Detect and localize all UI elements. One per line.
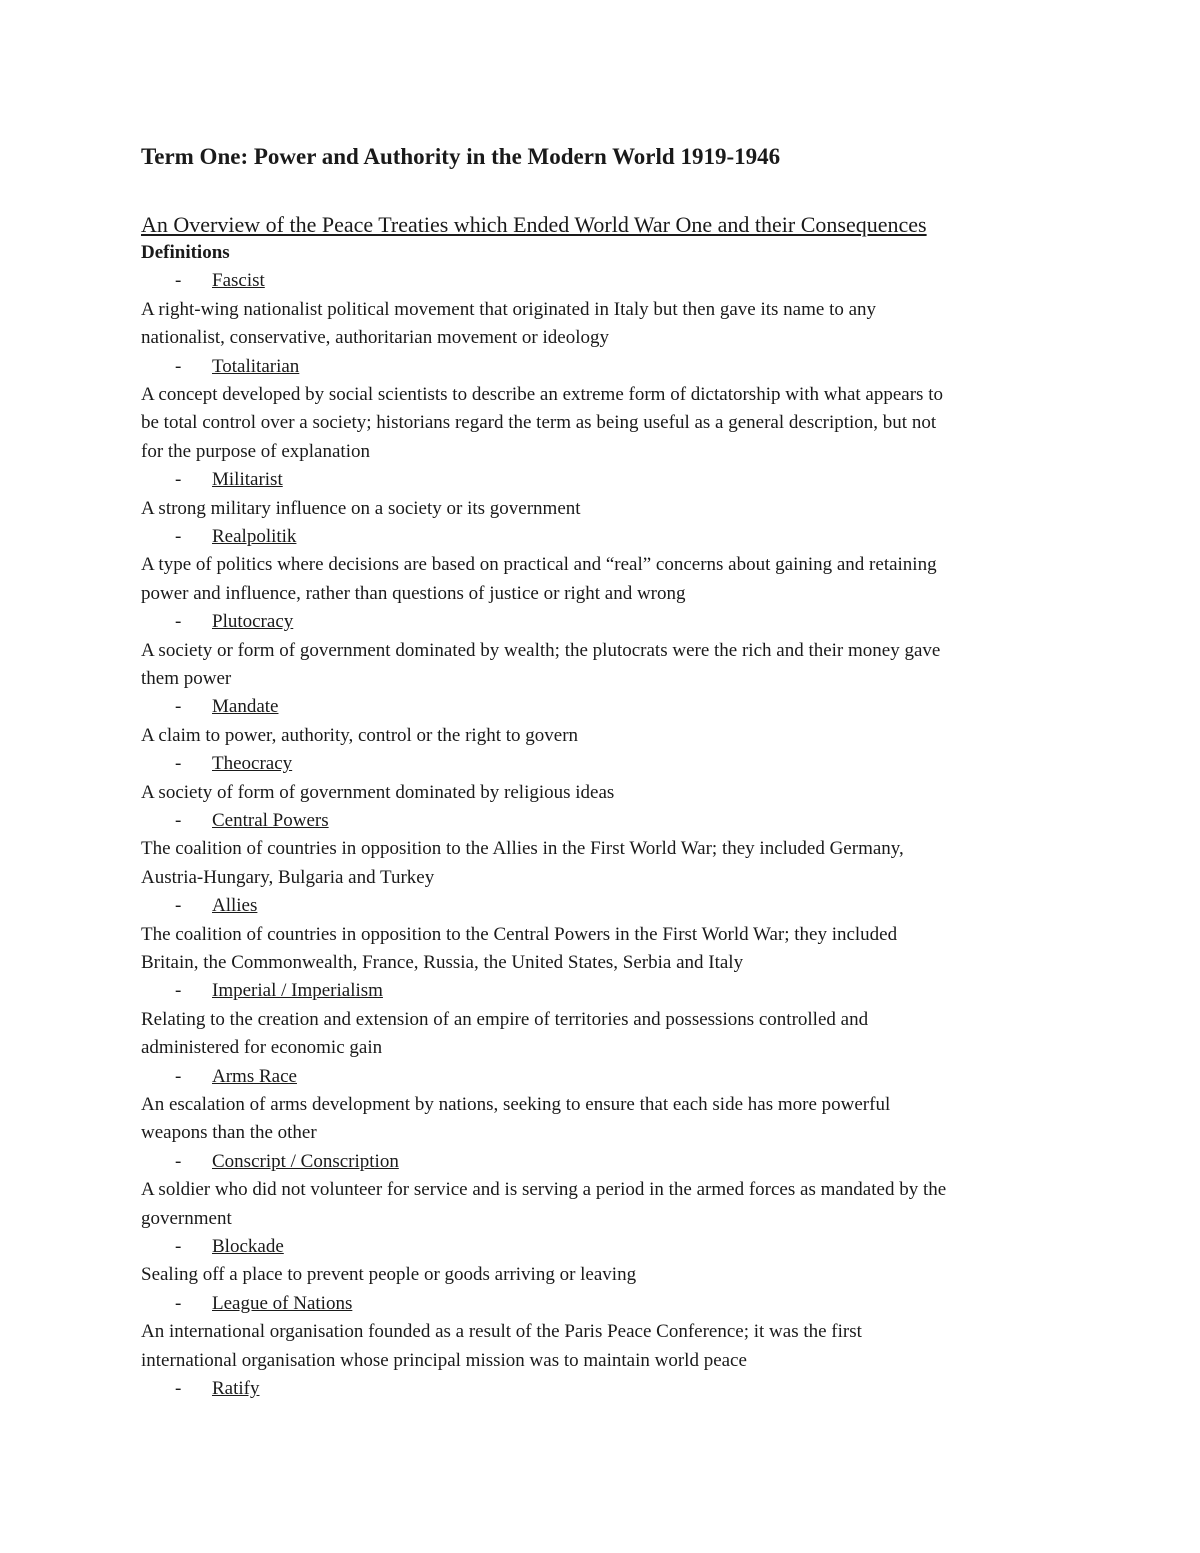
definition-term-row bbox=[141, 523, 1081, 551]
definition-term: Fascist bbox=[212, 270, 265, 292]
definition-term-row bbox=[141, 1148, 1081, 1176]
definition-term-row bbox=[141, 1063, 1081, 1091]
bullet-dash: - bbox=[175, 1236, 182, 1258]
definition-item bbox=[141, 523, 1081, 608]
definition-item bbox=[141, 807, 1081, 892]
definition-item bbox=[141, 693, 1081, 750]
definition-text-line: An international organisation founded as a result of the Paris Peace Conference; it was the first bbox=[141, 1321, 862, 1343]
definition-term-row bbox=[141, 353, 1081, 381]
definition-item bbox=[141, 353, 1081, 467]
definition-term: Mandate bbox=[212, 696, 279, 718]
definition-term-row bbox=[141, 1375, 1081, 1403]
definitions-list bbox=[141, 267, 1081, 1403]
definition-text-line: A society of form of government dominated by religious ideas bbox=[141, 781, 615, 803]
definition-text-line: The coalition of countries in opposition to the Allies in the First World War; they included Germany, bbox=[141, 838, 904, 860]
definition-text-line: nationalist, conservative, authoritarian movement or ideology bbox=[141, 327, 610, 349]
definition-text-line: Sealing off a place to prevent people or goods arriving or leaving bbox=[141, 1264, 637, 1286]
definition-item bbox=[141, 1233, 1081, 1290]
definition-item bbox=[141, 1148, 1081, 1233]
definition-text-line: them power bbox=[141, 668, 232, 690]
definition-text-line: The coalition of countries in opposition to the Central Powers in the First World War; they included bbox=[141, 923, 898, 945]
definition-item bbox=[141, 750, 1081, 807]
bullet-dash: - bbox=[175, 753, 182, 775]
bullet-dash: - bbox=[175, 810, 182, 832]
definition-term: Central Powers bbox=[212, 810, 329, 832]
definition-text-line: A concept developed by social scientists to describe an extreme form of dictatorship with what appears to bbox=[141, 384, 943, 405]
definition-term-row bbox=[141, 608, 1081, 636]
definition-text-line: A claim to power, authority, control or the right to govern bbox=[141, 724, 579, 746]
definition-text-line: A soldier who did not volunteer for service and is serving a period in the armed forces as mandated by the bbox=[141, 1179, 947, 1201]
definition-term-row bbox=[141, 693, 1081, 721]
definition-term-row bbox=[141, 1233, 1081, 1261]
definition-term-row bbox=[141, 466, 1081, 494]
definition-text-line: Britain, the Commonwealth, France, Russia, the United States, Serbia and Italy bbox=[141, 952, 744, 974]
definition-term: Conscript / Conscription bbox=[212, 1150, 399, 1172]
bullet-dash: - bbox=[175, 1150, 182, 1172]
definition-term: Imperial / Imperialism bbox=[212, 980, 383, 1002]
definition-item bbox=[141, 1063, 1081, 1148]
definition-text-line: international organisation whose principal mission was to maintain world peace bbox=[141, 1349, 747, 1371]
definition-term: Realpolitik bbox=[212, 526, 297, 548]
definition-term-row bbox=[141, 1290, 1081, 1318]
definition-term: Militarist bbox=[212, 469, 283, 491]
bullet-dash: - bbox=[175, 526, 182, 548]
definition-term-row bbox=[141, 977, 1081, 1005]
definition-text-line: A type of politics where decisions are based on practical and “real” concerns about gaining and retaining bbox=[141, 554, 937, 576]
definition-term: Plutocracy bbox=[212, 611, 294, 633]
definition-term-row bbox=[141, 807, 1081, 835]
page-title: Term One: Power and Authority in the Modern World 1919-1946 bbox=[141, 144, 781, 169]
definition-item bbox=[141, 466, 1081, 523]
definition-term-row bbox=[141, 892, 1081, 920]
definition-text-line: A society or form of government dominated by wealth; the plutocrats were the rich and their money gave bbox=[141, 639, 941, 661]
definition-term: Ratify bbox=[212, 1378, 260, 1400]
bullet-dash: - bbox=[175, 1065, 182, 1087]
bullet-dash: - bbox=[175, 469, 182, 491]
bullet-dash: - bbox=[175, 1378, 182, 1400]
definition-text-line: A strong military influence on a society or its government bbox=[141, 497, 581, 519]
definition-item bbox=[141, 1375, 1081, 1403]
definition-text-line: A right-wing nationalist political movement that originated in Italy but then gave its name to any bbox=[141, 298, 877, 320]
definition-text-line: weapons than the other bbox=[141, 1122, 317, 1144]
definition-text-line: Relating to the creation and extension of an empire of territories and possessions controlled and bbox=[141, 1008, 869, 1030]
definition-item bbox=[141, 267, 1081, 352]
definition-term-row bbox=[141, 267, 1081, 295]
definition-text-line: government bbox=[141, 1207, 232, 1229]
definition-item bbox=[141, 977, 1081, 1062]
bullet-dash: - bbox=[175, 611, 182, 633]
definition-item bbox=[141, 608, 1081, 693]
bullet-dash: - bbox=[175, 1292, 182, 1314]
bullet-dash: - bbox=[175, 355, 182, 377]
definition-text-line: power and influence, rather than questions of justice or right and wrong bbox=[141, 582, 686, 604]
section-subtitle: An Overview of the Peace Treaties which Ended World War One and their Consequences bbox=[141, 212, 927, 237]
definition-text-line: Austria-Hungary, Bulgaria and Turkey bbox=[141, 866, 435, 888]
definition-item bbox=[141, 1290, 1081, 1375]
definition-term: Blockade bbox=[212, 1236, 284, 1258]
document-page bbox=[141, 140, 1081, 1403]
definition-text-line: administered for economic gain bbox=[141, 1037, 383, 1059]
definition-text-line: An escalation of arms development by nations, seeking to ensure that each side has more powerful bbox=[141, 1094, 891, 1116]
bullet-dash: - bbox=[175, 980, 182, 1002]
definitions-heading: Definitions bbox=[141, 242, 230, 263]
definition-term: Theocracy bbox=[212, 753, 293, 775]
definition-text-line: for the purpose of explanation bbox=[141, 440, 370, 462]
definition-term: Arms Race bbox=[212, 1065, 297, 1087]
bullet-dash: - bbox=[175, 270, 182, 292]
definition-term-row bbox=[141, 750, 1081, 778]
definition-term: Allies bbox=[212, 895, 258, 917]
bullet-dash: - bbox=[175, 696, 182, 718]
bullet-dash: - bbox=[175, 895, 182, 917]
definition-term: Totalitarian bbox=[212, 355, 300, 377]
definition-item bbox=[141, 892, 1081, 977]
definition-term: League of Nations bbox=[212, 1292, 353, 1314]
definition-text-line: be total control over a society; historians regard the term as being useful as a general description, but not bbox=[141, 412, 937, 434]
